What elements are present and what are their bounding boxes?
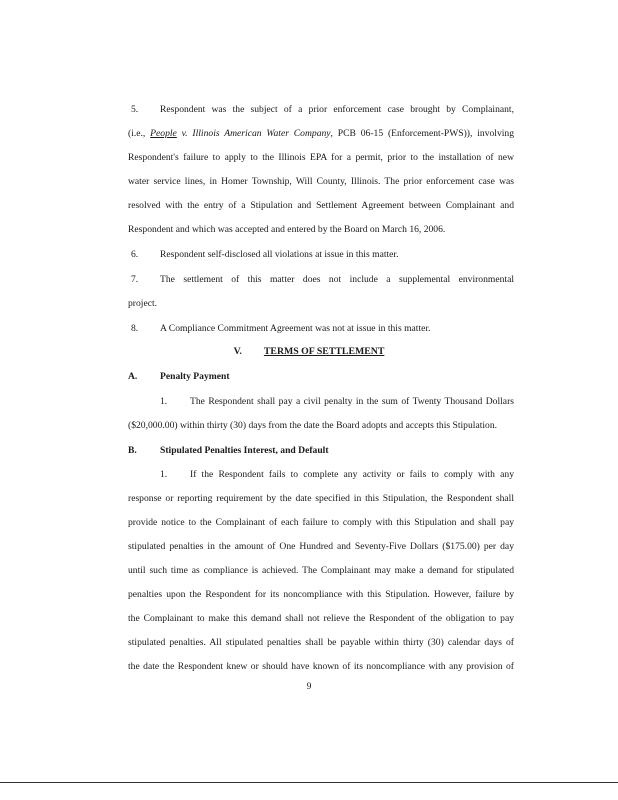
section-a-para1-line2: ($20,000.00) within thirty (30) days from the date the Board adopts and accepts this Stipulation. <box>128 420 498 431</box>
para5-number: 5. <box>131 104 139 115</box>
section-b-line2: response or reporting requirement by the date specified in this Stipulation, the Respondent shall <box>128 493 514 504</box>
section-b-line9: the date the Respondent knew or should have known of its noncompliance with any provision of <box>128 661 514 672</box>
section-v-title: TERMS OF SETTLEMENT <box>263 346 385 357</box>
case-name-company: Illinois American Water Company <box>192 128 331 139</box>
section-a-para1-number: 1. <box>160 396 168 407</box>
para5-line4: water service lines, in Homer Township, Will County, Illinois. The prior enforcement case was <box>128 176 514 187</box>
para5-line6: Respondent and which was accepted and entered by the Board on March 16, 2006. <box>128 224 446 235</box>
case-name-v: v. <box>176 128 193 139</box>
section-b-line7: the Complainant to make this demand shall not relieve the Respondent of the obligation to pay <box>128 613 514 624</box>
para7-number: 7. <box>131 274 139 285</box>
section-b-line5: until such time as compliance is achieved. The Complainant may make a demand for stipulated <box>128 565 514 576</box>
case-name-people: People <box>150 128 177 139</box>
para5-line2 <box>128 128 514 140</box>
section-b-title: Stipulated Penalties Interest, and Default <box>160 445 329 456</box>
section-a-title: Penalty Payment <box>160 371 230 382</box>
para7-line2: project. <box>128 298 158 309</box>
para6-number: 6. <box>131 249 139 260</box>
para7-line1: The settlement of this matter does not include a supplemental environmental <box>160 274 514 285</box>
para5-line2-pre: (i.e., <box>128 128 151 139</box>
section-a-letter: A. <box>128 371 138 382</box>
section-b-line3: provide notice to the Complainant of each failure to comply with this Stipulation and shall pay <box>128 517 514 528</box>
para5-line2-post: , PCB 06-15 (Enforcement-PWS)), involving <box>330 128 515 139</box>
section-b-para1-number: 1. <box>160 469 168 480</box>
section-b-letter: B. <box>128 445 137 456</box>
section-v-numeral: V. <box>233 346 242 357</box>
para6-text: Respondent self-disclosed all violations at issue in this matter. <box>160 249 399 260</box>
section-a-para1-line1: The Respondent shall pay a civil penalty in the sum of Twenty Thousand Dollars <box>190 396 514 407</box>
section-b-line4: stipulated penalties in the amount of One Hundred and Seventy-Five Dollars ($175.00) per day <box>128 541 514 552</box>
para8-text: A Compliance Commitment Agreement was not at issue in this matter. <box>160 323 431 334</box>
section-v-heading <box>0 346 618 358</box>
para5-line1: Respondent was the subject of a prior enforcement case brought by Complainant, <box>160 104 514 115</box>
section-b-line1: If the Respondent fails to complete any activity or fails to comply with any <box>190 469 514 480</box>
para5-line3: Respondent's failure to apply to the Illinois EPA for a permit, prior to the installation of new <box>128 152 514 163</box>
section-b-line8: stipulated penalties. All stipulated penalties shall be payable within thirty (30) calendar days of <box>128 637 514 648</box>
para5-line5: resolved with the entry of a Stipulation and Settlement Agreement between Complainant and <box>128 200 514 211</box>
para8-number: 8. <box>131 323 139 334</box>
section-b-line6: penalties upon the Respondent for its noncompliance with this Stipulation. However, failure by <box>128 589 514 600</box>
page-bottom-divider <box>0 782 618 783</box>
page-number: 9 <box>306 681 312 692</box>
